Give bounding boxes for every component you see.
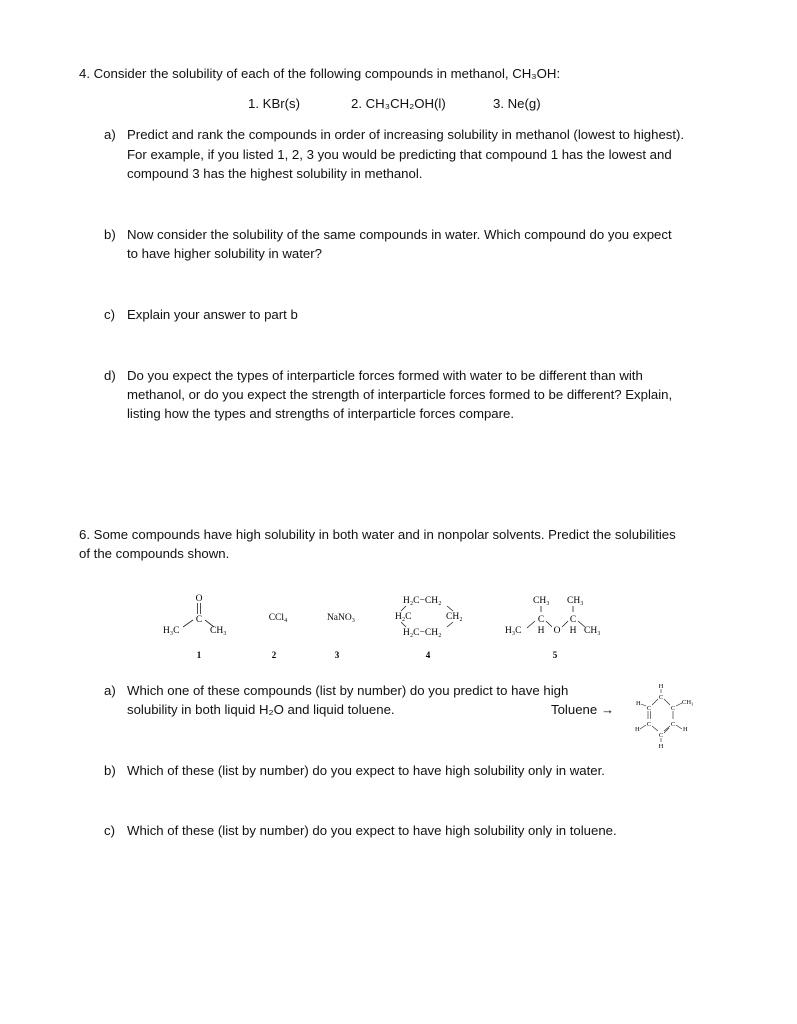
toluene-h-top: H <box>658 683 664 690</box>
cyclohexane-right: CH₂ <box>446 612 463 622</box>
q4-stem: 4. Consider the solubility of each of the following compounds in methanol, CH₃OH: <box>79 66 561 81</box>
compound-structures <box>0 590 797 670</box>
q4-compound-2: 2. CH₃CH₂OH(l) <box>351 96 446 111</box>
structure-cyclohexane <box>395 596 463 660</box>
ether-left-methyl: H₃C <box>505 626 522 636</box>
toluene-h-lower-right: H <box>683 726 688 733</box>
ether-methyl-b: CH₃ <box>567 596 584 606</box>
q4-part-a-line-3: compound 3 has the highest solubility in methanol. <box>127 166 423 181</box>
q6-part-c-line-1: Which of these (list by number) do you expect to have high solubility only in toluene. <box>127 823 617 838</box>
ether-methyl-a: CH₃ <box>533 596 550 606</box>
structure-number-4: 4 <box>425 650 431 660</box>
structure-ccl4 <box>269 613 288 660</box>
q4-compound-1: 1. KBr(s) <box>248 96 301 111</box>
toluene-structure <box>625 680 715 750</box>
q6-part-c-label: c) <box>104 823 115 838</box>
q6-part-b-label: b) <box>104 763 116 778</box>
ether-h-1: H <box>537 626 545 636</box>
ether-carbon-a: C <box>537 615 545 625</box>
toluene-c-upper-left: C <box>646 705 652 712</box>
structure-number-5: 5 <box>552 650 558 660</box>
toluene-c-lower-right: C <box>670 721 676 728</box>
toluene-c-top: C <box>658 694 664 701</box>
toluene-c-lower-left: C <box>646 721 652 728</box>
cyclohexane-left: H₂C <box>395 612 412 622</box>
toluene-label: Toluene → <box>551 702 615 717</box>
cyclohexane-bottom: H₂C−CH₂ <box>403 628 442 638</box>
cyclohexane-top: H₂C−CH₂ <box>403 596 442 606</box>
q6-part-a-label: a) <box>104 683 116 698</box>
q4-part-d-line-2: methanol, or do you expect the strength of interparticle forces formed to be different? Explain, <box>127 387 673 402</box>
acetone-left-methyl: H₃C <box>163 626 180 636</box>
q4-part-c-line-1: Explain your answer to part b <box>127 307 298 322</box>
q4-part-d-line-1: Do you expect the types of interparticle forces formed with water to be different than with <box>127 368 643 383</box>
structure-number-3: 3 <box>334 650 340 660</box>
ether-right-methyl: CH₃ <box>584 626 601 636</box>
q4-part-d-line-3: listing how the types and strengths of interparticle forces compare. <box>127 406 515 421</box>
toluene-h-left: H <box>636 700 641 707</box>
nano3-formula: NaNO₃ <box>326 613 356 623</box>
q4-part-b-label: b) <box>104 227 116 242</box>
q4-part-d-label: d) <box>104 368 116 383</box>
toluene-h-lower-left: H <box>635 726 640 733</box>
q4-part-a-label: a) <box>104 127 116 142</box>
ccl4-formula: CCl₄ <box>268 613 288 623</box>
toluene-h-bottom: H <box>658 743 664 750</box>
q4-part-c-label: c) <box>104 307 115 322</box>
acetone-oxygen: O <box>195 594 203 604</box>
toluene-c-upper-right: C <box>670 705 676 712</box>
q6-part-a-line-1: Which one of these compounds (list by number) do you predict to have high <box>127 683 569 698</box>
structure-ether <box>505 596 601 660</box>
q6-part-a-line-2: solubility in both liquid H₂O and liquid toluene. <box>127 702 395 717</box>
q6-stem-line-1: 6. Some compounds have high solubility in both water and in nonpolar solvents. Predict the solubilities <box>79 527 676 542</box>
q4-part-b-line-2: to have higher solubility in water? <box>127 246 322 261</box>
ether-carbon-b: C <box>569 615 577 625</box>
acetone-carbon: C <box>195 615 203 625</box>
q4-part-b-line-1: Now consider the solubility of the same compounds in water. Which compound do you expect <box>127 227 672 242</box>
toluene-c-bottom: C <box>658 732 664 739</box>
q4-compound-3: 3. Ne(g) <box>493 96 541 111</box>
structure-nano3 <box>327 613 355 660</box>
acetone-right-methyl: CH₃ <box>210 626 227 636</box>
q6-stem-line-2: of the compounds shown. <box>79 546 230 561</box>
ether-oxygen: O <box>553 626 561 636</box>
structure-acetone <box>163 594 227 660</box>
q4-part-a-line-1: Predict and rank the compounds in order of increasing solubility in methanol (lowest to highest). <box>127 127 685 142</box>
ether-h-2: H <box>569 626 577 636</box>
structure-number-1: 1 <box>196 650 202 660</box>
toluene-methyl: CH₃ <box>682 699 694 706</box>
q6-part-b-line-1: Which of these (list by number) do you expect to have high solubility only in water. <box>127 763 605 778</box>
structure-number-2: 2 <box>271 650 277 660</box>
q4-part-a-line-2: For example, if you listed 1, 2, 3 you would be predicting that compound 1 has the lowest and <box>127 147 672 162</box>
